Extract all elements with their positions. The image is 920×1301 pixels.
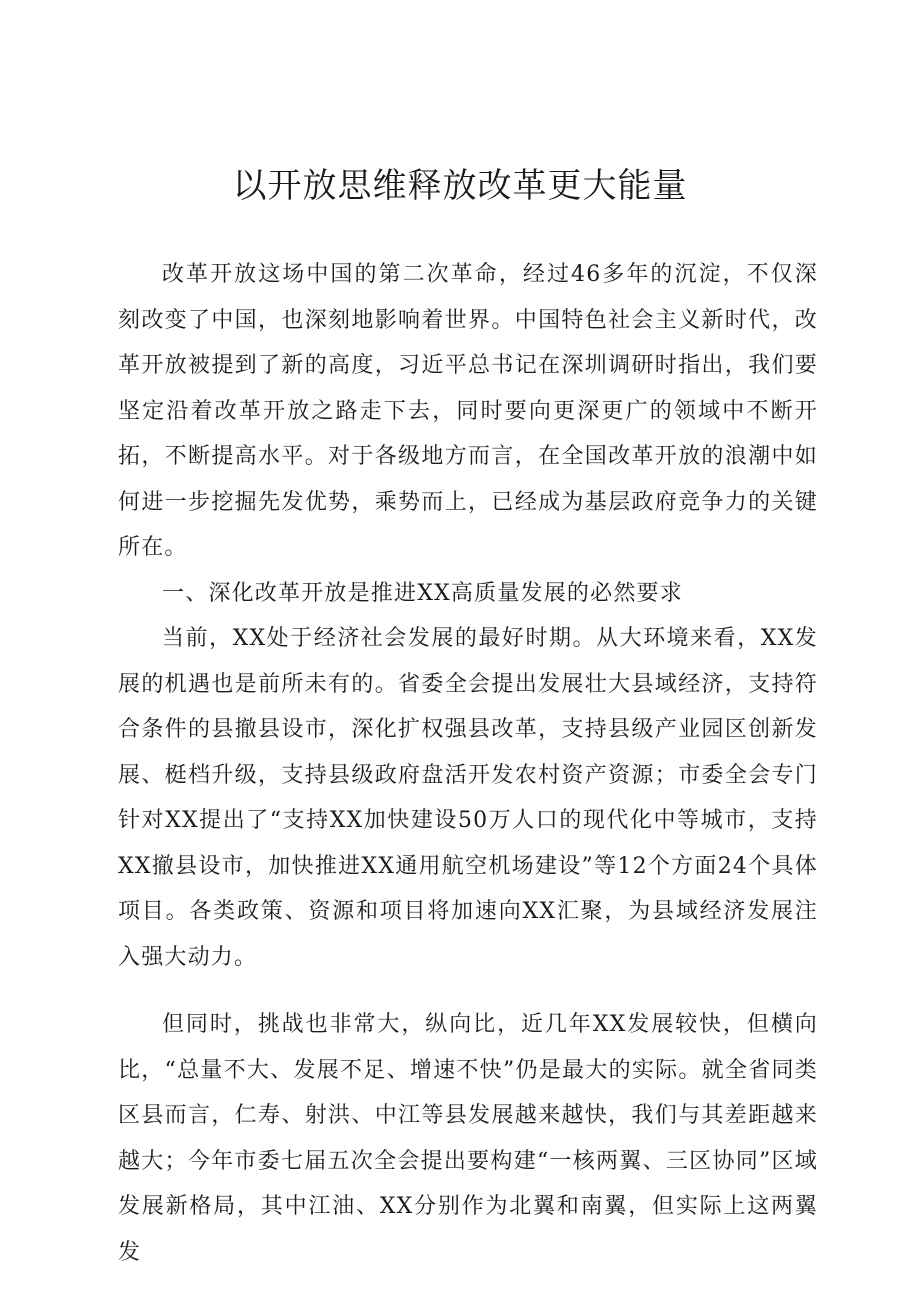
document-body bbox=[118, 252, 818, 1275]
document-title: 以开放思维释放改革更大能量 bbox=[232, 166, 688, 206]
paragraph-challenge: 但同时，挑战也非常大，纵向比，近几年XX发展较快，但横向比，“总量不大、发展不足、增速不快”仍是最大的实际。就全省同类区县而言，仁寿、射洪、中江等县发展越来越快，我们与其差距越来越大；今年市委七届五次全会提出要构建“一核两翼、三区协同”区域发展新格局，其中江油、XX分别作为北翼和南翼，但实际上这两翼发 bbox=[118, 1012, 818, 1265]
paragraph-opportunity: 当前，XX处于经济社会发展的最好时期。从大环境来看，XX发展的机遇也是前所未有的。省委全会提出发展壮大县域经济，支持符合条件的县撤县设市，深化扩权强县改革，支持县级产业园区创新发展、梃档升级，支持县级政府盘活开发农村资产资源；市委全会专门针对XX提出了“支持XX加快建设50万人口的现代化中等城市，支持XX撤县设市，加快推进XX通用航空机场建设”等12个方面24个具体项目。各类政策、资源和项目将加速向XX汇聚，为县域经济发展注入强大动力。 bbox=[118, 626, 818, 970]
paragraph-intro: 改革开放这场中国的第二次革命，经过46多年的沉淀，不仅深刻改变了中国，也深刻地影响着世界。中国特色社会主义新时代，改革开放被提到了新的高度，习近平总书记在深圳调研时指出，我们要坚定沿着改革开放之路走下去，同时要向更深更广的领域中不断开拓，不断提高水平。对于各级地方而言，在全国改革开放的浪潮中如何进一步挖掘先发优势，乘势而上，已经成为基层政府竞争力的关键所在。 bbox=[118, 262, 818, 560]
paragraph-gap bbox=[118, 980, 818, 1002]
section-heading-1: 一、深化改革开放是推进XX高质量发展的必然要求 bbox=[162, 580, 683, 606]
